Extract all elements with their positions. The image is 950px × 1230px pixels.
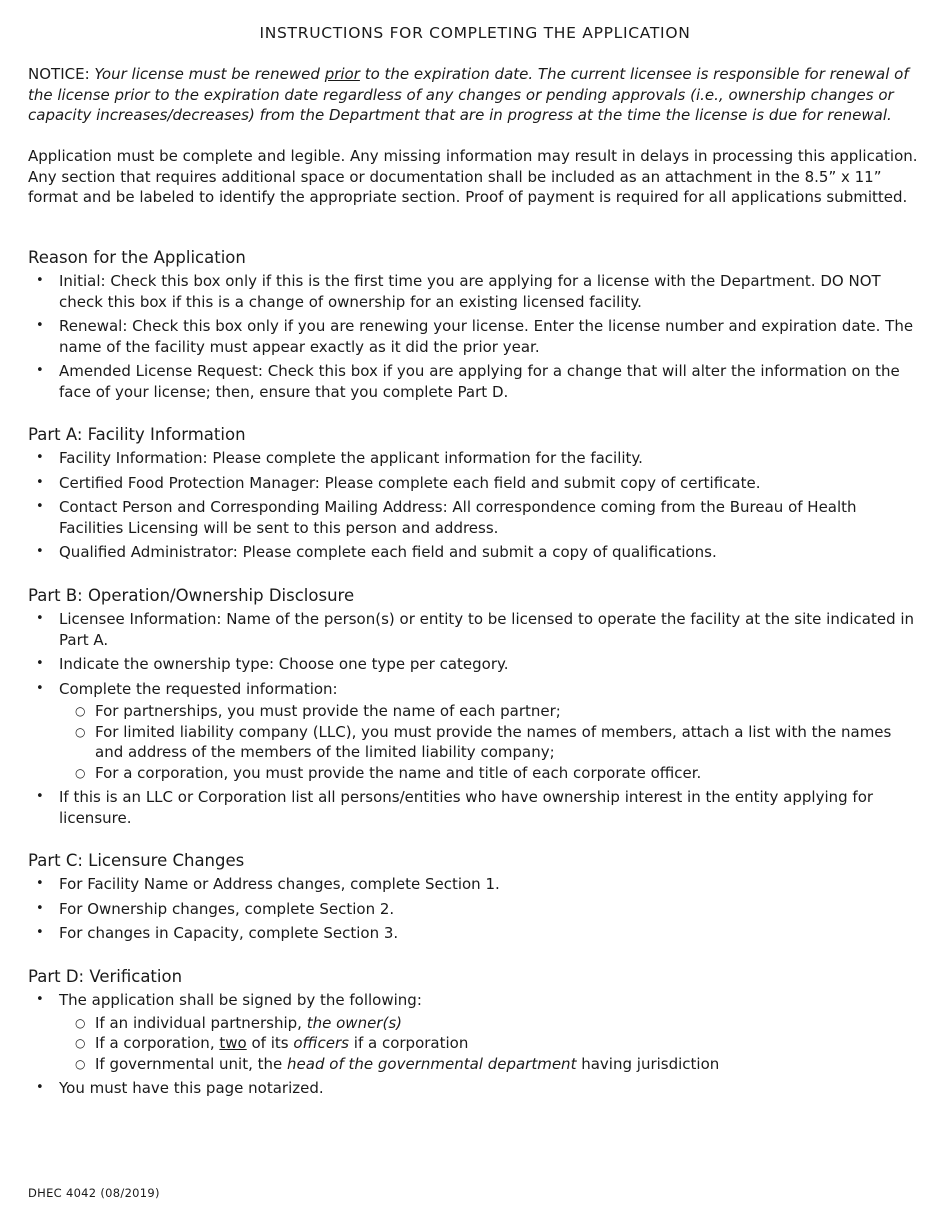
- list-item: • Renewal: Check this box only if you are renewing your license. Enter the license number and expiration date. The name of the facility must appear exactly as it did the prior year.: [28, 316, 923, 357]
- list-item: • Amended License Request: Check this box if you are applying for a change that will alter the information on the face of your license; then, ensure that you complete Part D.: [28, 361, 923, 402]
- sub-list-item: ○ For partnerships, you must provide the name of each partner;: [59, 701, 923, 722]
- sub-item-text: If a corporation,: [95, 1034, 215, 1052]
- list-item-text: Complete the requested information:: [59, 679, 338, 698]
- intro-paragraph: Application must be complete and legible. Any missing information may result in delays in processing this application. Any section that requires additional space or documentation shall be included as an attachment in the 8.5” x 11” format and be labeled to identify the appropriate section. Proof of payment is required for all applications submitted.: [28, 147, 918, 206]
- part-d-sub-list: [59, 1013, 923, 1075]
- reason-list: [28, 271, 923, 402]
- list-item: [28, 679, 923, 784]
- part-b-list: [28, 609, 923, 828]
- section-part-a: [28, 424, 923, 567]
- list-item: • Qualified Administrator: Please complete each field and submit a copy of qualifications.: [28, 542, 923, 563]
- sub-item-emphasis: head of the governmental department: [287, 1054, 577, 1073]
- section-heading-part-b: Part B: Operation/Ownership Disclosure: [28, 586, 355, 605]
- page-title: INSTRUCTIONS FOR COMPLETING THE APPLICATION: [259, 24, 691, 42]
- sub-item-text: of its: [251, 1034, 289, 1052]
- list-item: • For changes in Capacity, complete Section 3.: [28, 923, 923, 944]
- list-item: • Certified Food Protection Manager: Please complete each field and submit copy of certificate.: [28, 473, 923, 494]
- section-part-d: [28, 966, 923, 1103]
- list-item: • Contact Person and Corresponding Mailing Address: All correspondence coming from the Bureau of Health Facilities Licensing will be sent to this person and address.: [28, 497, 923, 538]
- list-item: • For Facility Name or Address changes, complete Section 1.: [28, 874, 923, 895]
- list-item: • Initial: Check this box only if this is the first time you are applying for a license with the Department. DO NOT check this box if this is a change of ownership for an existing licensed facility.: [28, 271, 923, 312]
- section-part-b: [28, 585, 923, 832]
- notice-underlined-word: prior: [324, 65, 360, 83]
- list-item-text: The application shall be signed by the following:: [59, 991, 422, 1009]
- part-b-sub-list: [59, 701, 923, 783]
- notice-paragraph: [28, 64, 923, 126]
- list-item: • You must have this page notarized.: [28, 1078, 923, 1099]
- sub-item-text: If an individual partnership,: [95, 1013, 302, 1032]
- form-number-footer: DHEC 4042 (08/2019): [28, 1186, 160, 1200]
- list-item: • If this is an LLC or Corporation list all persons/entities who have ownership interest in the entity applying for licensure.: [28, 787, 923, 828]
- section-heading-reason: Reason for the Application: [28, 248, 246, 267]
- notice-text-after: to the expiration date. The current licensee is responsible for renewal of the license prior to the expiration date regardless of any changes or pending approvals (i.e., ownership changes or capacity increases/decreases) from the Department that are in progress at the time the license is due for renewal.: [28, 65, 909, 124]
- sub-item-underline: two: [219, 1034, 247, 1052]
- sub-item-text: having jurisdiction: [581, 1054, 720, 1073]
- section-heading-part-c: Part C: Licensure Changes: [28, 851, 245, 870]
- sub-list-item: [59, 1054, 923, 1075]
- list-item: • Indicate the ownership type: Choose one type per category.: [28, 654, 923, 675]
- sub-item-emphasis: the owner(s): [306, 1013, 402, 1032]
- section-reason: [28, 247, 923, 406]
- list-item: • For Ownership changes, complete Section 2.: [28, 899, 923, 920]
- section-heading-part-d: Part D: Verification: [28, 967, 183, 986]
- sub-item-emphasis: officers: [293, 1034, 349, 1052]
- sub-list-item: [59, 1033, 923, 1054]
- section-heading-part-a: Part A: Facility Information: [28, 425, 246, 444]
- part-a-list: [28, 448, 923, 563]
- part-c-list: [28, 874, 923, 944]
- part-d-list: [28, 990, 923, 1099]
- sub-item-text: If governmental unit, the: [95, 1054, 283, 1073]
- sub-list-item: [59, 1013, 923, 1034]
- sub-item-text: if a corporation: [353, 1034, 469, 1052]
- notice-label: NOTICE:: [28, 65, 90, 83]
- list-item: [28, 990, 923, 1074]
- list-item: • Facility Information: Please complete the applicant information for the facility.: [28, 448, 923, 469]
- notice-text-before: Your license must be renewed: [94, 65, 320, 83]
- sub-list-item: ○ For a corporation, you must provide the name and title of each corporate officer.: [59, 763, 923, 784]
- list-item: • Licensee Information: Name of the person(s) or entity to be licensed to operate the facility at the site indicated in Part A.: [28, 609, 923, 650]
- sub-list-item: ○ For limited liability company (LLC), you must provide the names of members, attach a list with the names and address of the members of the limited liability company;: [59, 722, 923, 763]
- section-part-c: [28, 850, 923, 948]
